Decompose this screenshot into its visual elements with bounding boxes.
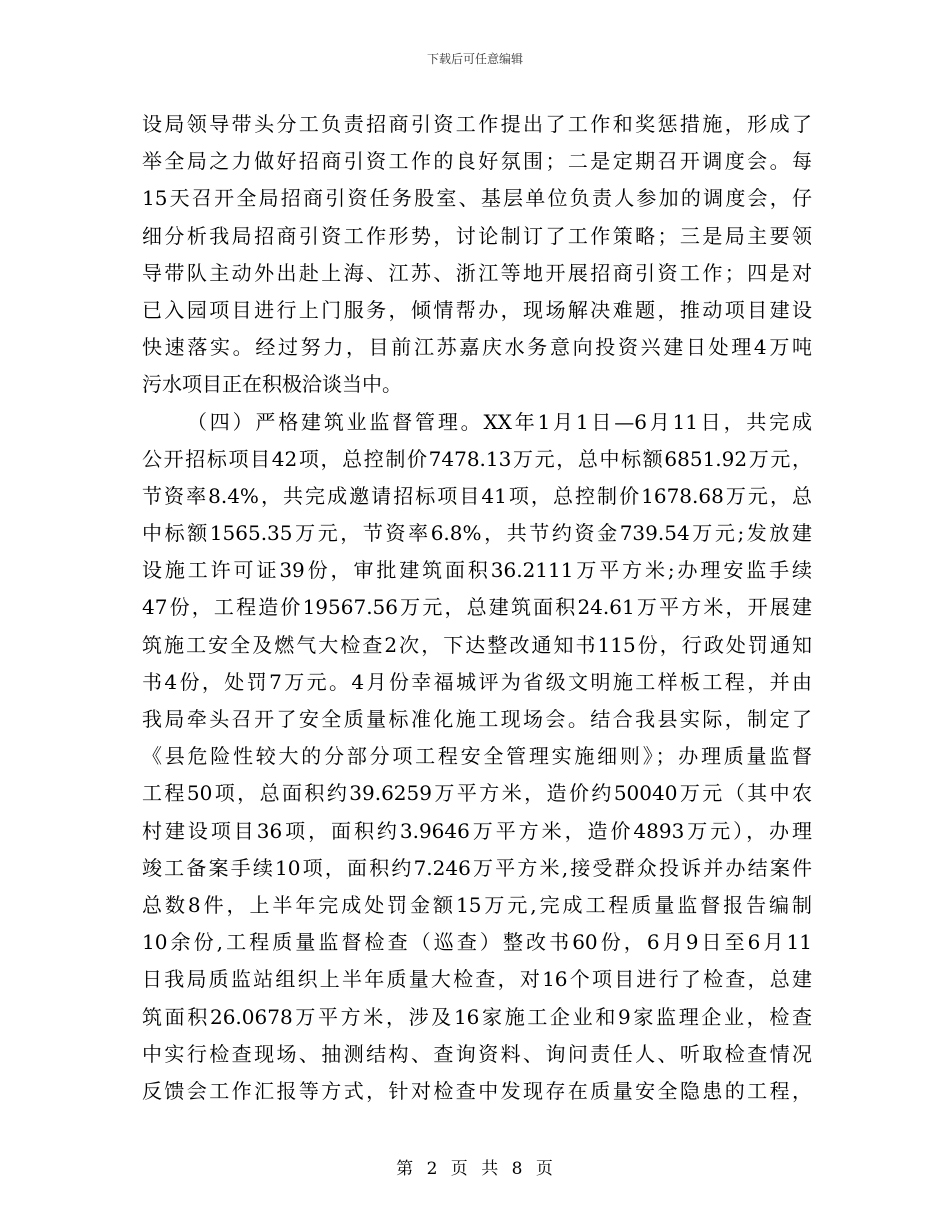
text-line: 总数8件，上半年完成处罚金额15万元,完成工程质量监督报告编制 bbox=[142, 892, 812, 917]
text-line: 中实行检查现场、抽测结构、查询资料、询问责任人、听取检查情况 bbox=[142, 1041, 812, 1066]
text-line: 公开招标项目42项，总控制价7478.13万元，总中标额6851.92万元， bbox=[142, 446, 812, 471]
text-line: 细分析我局招商引资工作形势，讨论制订了工作策略；三是局主要领 bbox=[142, 223, 812, 248]
text-line: 筑施工安全及燃气大检查2次，下达整改通知书115份，行政处罚通知 bbox=[142, 632, 812, 657]
text-line: 10余份,工程质量监督检查（巡查）整改书60份，6月9日至6月11 bbox=[142, 930, 812, 955]
text-line: 工程50项，总面积约39.6259万平方米，造价约50040万元（其中农 bbox=[142, 781, 812, 806]
text-line: 《县危险性较大的分部分项工程安全管理实施细则》；办理质量监督 bbox=[142, 744, 812, 769]
text-line: 举全局之力做好招商引资工作的良好氛围；二是定期召开调度会。每 bbox=[142, 149, 812, 174]
text-line: 15天召开全局招商引资任务股室、基层单位负责人参加的调度会，仔 bbox=[142, 186, 812, 211]
text-line: 已入园项目进行上门服务，倾情帮办，现场解决难题，推动项目建设 bbox=[142, 297, 812, 322]
text-line: 导带队主动外出赴上海、江苏、浙江等地开展招商引资工作；四是对 bbox=[142, 260, 812, 285]
text-line: 反馈会工作汇报等方式，针对检查中发现存在质量安全隐患的工程， bbox=[142, 1078, 812, 1103]
page-header: 下载后可任意编辑 bbox=[426, 52, 523, 66]
text-line: 污水项目正在积极洽谈当中。 bbox=[142, 372, 402, 397]
text-line: 书4份，处罚7万元。4月份幸福城评为省级文明施工样板工程，并由 bbox=[142, 669, 812, 694]
text-line: 中标额1565.35万元，节资率6.8%，共节约资金739.54万元;发放建 bbox=[142, 521, 812, 546]
text-line: 快速落实。经过努力，目前江苏嘉庆水务意向投资兴建日处理4万吨 bbox=[142, 335, 812, 360]
text-line: 设局领导带头分工负责招商引资工作提出了工作和奖惩措施，形成了 bbox=[142, 112, 812, 136]
document-body bbox=[142, 106, 812, 1110]
text-line: 节资率8.4%，共完成邀请招标项目41项，总控制价1678.68万元，总 bbox=[142, 483, 812, 508]
text-line: 村建设项目36项，面积约3.9646万平方米，造价4893万元），办理 bbox=[142, 818, 812, 843]
text-line: 筑面积26.0678万平方米，涉及16家施工企业和9家监理企业，检查 bbox=[142, 1004, 812, 1029]
text-line: 日我局质监站组织上半年质量大检查，对16个项目进行了检查，总建 bbox=[142, 967, 812, 992]
page-number: 第 2 页 共 8 页 bbox=[396, 1159, 554, 1179]
section-heading-line: （四）严格建筑业监督管理。XX年1月1日—6月11日，共完成 bbox=[187, 409, 812, 434]
text-line: 47份，工程造价19567.56万元，总建筑面积24.61万平方米，开展建 bbox=[142, 595, 812, 620]
text-line: 竣工备案手续10项，面积约7.246万平方米,接受群众投诉并办结案件 bbox=[142, 855, 812, 880]
text-line: 设施工许可证39份，审批建筑面积36.2111万平方米;办理安监手续 bbox=[142, 558, 812, 583]
text-line: 我局牵头召开了安全质量标准化施工现场会。结合我县实际，制定了 bbox=[142, 707, 812, 731]
